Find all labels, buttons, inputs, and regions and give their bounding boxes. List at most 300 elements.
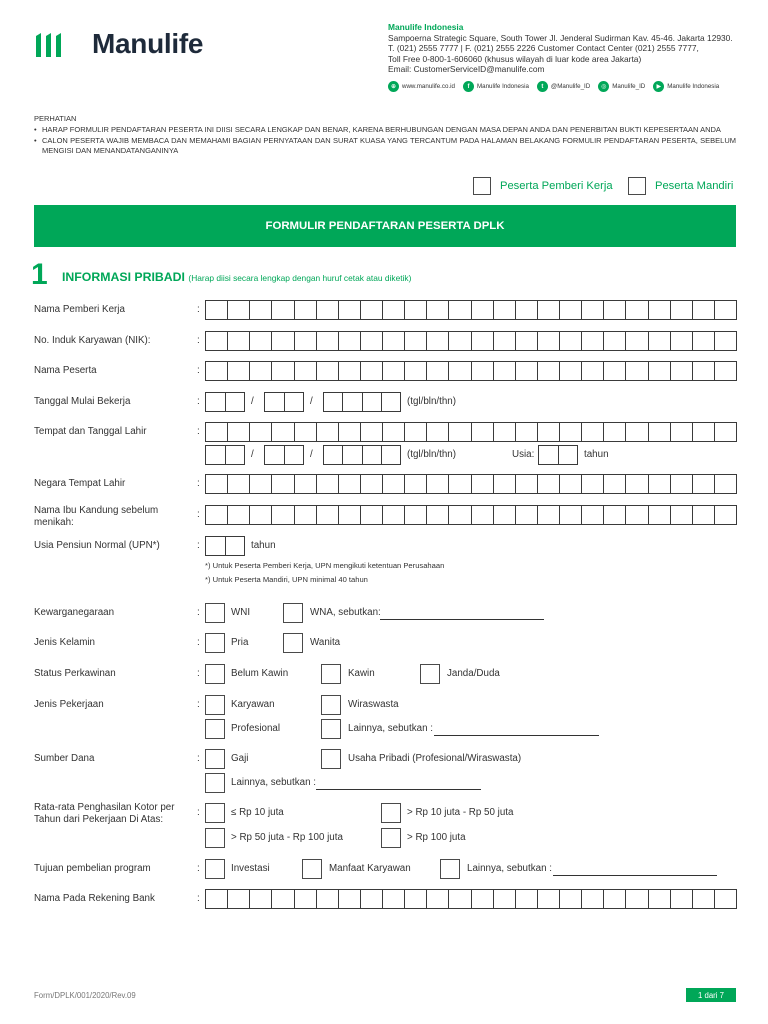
label-bank-name: Nama Pada Rekening Bank: [34, 893, 155, 904]
char-cell[interactable]: [471, 506, 493, 524]
char-cell[interactable]: [625, 475, 647, 493]
fund-specify-line[interactable]: [316, 789, 481, 790]
char-cell[interactable]: [271, 301, 293, 319]
char-cell[interactable]: [426, 362, 448, 380]
char-cell[interactable]: [559, 423, 581, 441]
char-cell[interactable]: [316, 301, 338, 319]
char-cell[interactable]: [338, 423, 360, 441]
option-label: Kawin: [348, 668, 375, 679]
years-label: tahun: [251, 540, 276, 551]
employer-checkbox[interactable]: [473, 177, 491, 195]
char-cell[interactable]: [225, 393, 245, 411]
char-cell[interactable]: [338, 301, 360, 319]
char-cell[interactable]: [581, 332, 603, 350]
char-cell[interactable]: [249, 475, 271, 493]
char-cell[interactable]: [471, 475, 493, 493]
char-cell[interactable]: [670, 506, 692, 524]
label-birth-country: Negara Tempat Lahir: [34, 478, 126, 489]
char-cell[interactable]: [249, 423, 271, 441]
char-cell[interactable]: [360, 301, 382, 319]
char-cell[interactable]: [625, 890, 647, 908]
char-cell[interactable]: [206, 332, 227, 350]
address-line: Sampoerna Strategic Square, South Tower Jl. Jenderal Sudirman Kav. 45-46. Jakarta 12930.: [388, 32, 733, 43]
char-cell[interactable]: [206, 537, 225, 555]
char-cell[interactable]: [581, 362, 603, 380]
char-cell[interactable]: [426, 475, 448, 493]
address-line: Email: CustomerServiceID@manulife.com: [388, 64, 545, 75]
char-cell[interactable]: [294, 362, 316, 380]
char-cell[interactable]: [714, 423, 736, 441]
upn-note: *) Untuk Peserta Mandiri, UPN minimal 40 tahun: [205, 575, 368, 584]
char-cell[interactable]: [670, 890, 692, 908]
section-title-text: INFORMASI PRIBADI: [62, 270, 185, 284]
char-cell[interactable]: [603, 475, 625, 493]
occupation-specify-line[interactable]: [434, 735, 599, 736]
char-cell[interactable]: [324, 446, 342, 464]
char-cell[interactable]: [648, 362, 670, 380]
char-cell[interactable]: [515, 475, 537, 493]
char-cell[interactable]: [625, 301, 647, 319]
char-cell[interactable]: [316, 475, 338, 493]
char-cell[interactable]: [559, 506, 581, 524]
char-cell[interactable]: [227, 301, 249, 319]
char-cell[interactable]: [382, 423, 404, 441]
char-cell[interactable]: [537, 890, 559, 908]
char-cell[interactable]: [382, 475, 404, 493]
social-youtube[interactable]: [653, 81, 719, 92]
char-cell[interactable]: [537, 506, 559, 524]
char-cell[interactable]: [692, 890, 714, 908]
purpose-other-checkbox[interactable]: [440, 859, 460, 879]
char-cell[interactable]: [294, 475, 316, 493]
char-cell[interactable]: [493, 362, 515, 380]
char-cell[interactable]: [249, 506, 271, 524]
manulife-logo-icon: [34, 30, 64, 60]
employee-checkbox[interactable]: [205, 695, 225, 715]
char-cell[interactable]: [448, 890, 470, 908]
option-label: > Rp 100 juta: [407, 832, 466, 843]
char-cell[interactable]: [692, 332, 714, 350]
char-cell[interactable]: [404, 890, 426, 908]
char-cell[interactable]: [493, 475, 515, 493]
char-cell[interactable]: [558, 446, 578, 464]
char-cell[interactable]: [515, 890, 537, 908]
char-cell[interactable]: [648, 890, 670, 908]
label-start-date: Tanggal Mulai Bekerja: [34, 396, 131, 407]
char-cell[interactable]: [426, 506, 448, 524]
age-label: Usia:: [512, 449, 535, 460]
char-cell[interactable]: [448, 423, 470, 441]
char-cell[interactable]: [515, 506, 537, 524]
char-cell[interactable]: [381, 393, 400, 411]
char-cell[interactable]: [603, 423, 625, 441]
char-cell[interactable]: [537, 332, 559, 350]
char-cell[interactable]: [692, 423, 714, 441]
char-cell[interactable]: [342, 446, 361, 464]
char-cell[interactable]: [316, 506, 338, 524]
char-cell[interactable]: [249, 362, 271, 380]
char-cell[interactable]: [227, 506, 249, 524]
married-checkbox[interactable]: [321, 664, 341, 684]
char-cell[interactable]: [581, 475, 603, 493]
char-cell[interactable]: [227, 890, 249, 908]
char-cell[interactable]: [271, 332, 293, 350]
participant-name-grid[interactable]: [205, 361, 737, 381]
option-label: Lainnya, sebutkan :: [467, 863, 552, 874]
date-format-hint: (tgl/bln/thn): [407, 396, 457, 407]
char-cell[interactable]: [670, 332, 692, 350]
char-cell[interactable]: [227, 475, 249, 493]
char-cell[interactable]: [559, 301, 581, 319]
char-cell[interactable]: [471, 362, 493, 380]
instagram-icon: ◎: [598, 81, 609, 92]
char-cell[interactable]: [265, 393, 284, 411]
char-cell[interactable]: [603, 332, 625, 350]
char-cell[interactable]: [338, 332, 360, 350]
notice-title: PERHATIAN: [34, 114, 77, 123]
page-number: 1 dari 7: [686, 988, 736, 1002]
char-cell[interactable]: [471, 423, 493, 441]
wna-checkbox[interactable]: [283, 603, 303, 623]
char-cell[interactable]: [342, 393, 361, 411]
colon: :: [197, 637, 200, 648]
char-cell[interactable]: [294, 301, 316, 319]
char-cell[interactable]: [362, 393, 381, 411]
char-cell[interactable]: [404, 301, 426, 319]
char-cell[interactable]: [648, 475, 670, 493]
char-cell[interactable]: [362, 446, 381, 464]
address-line: Toll Free 0-800-1-606060 (khusus wilayah di luar kode area Jakarta): [388, 53, 642, 64]
section-number: 1: [31, 258, 48, 291]
birth-month-grid[interactable]: [264, 445, 304, 465]
char-cell[interactable]: [581, 423, 603, 441]
char-cell[interactable]: [316, 423, 338, 441]
char-cell[interactable]: [559, 332, 581, 350]
employee-benefit-checkbox[interactable]: [302, 859, 322, 879]
char-cell[interactable]: [714, 362, 736, 380]
char-cell[interactable]: [648, 332, 670, 350]
bullet: •: [34, 135, 37, 145]
female-checkbox[interactable]: [283, 633, 303, 653]
char-cell[interactable]: [271, 475, 293, 493]
char-cell[interactable]: [284, 393, 304, 411]
colon: :: [197, 426, 200, 437]
char-cell[interactable]: [360, 475, 382, 493]
birth-year-grid[interactable]: [323, 445, 401, 465]
char-cell[interactable]: [625, 362, 647, 380]
option-label: Wanita: [310, 637, 341, 648]
char-cell[interactable]: [448, 506, 470, 524]
char-cell[interactable]: [382, 301, 404, 319]
char-cell[interactable]: [382, 890, 404, 908]
char-cell[interactable]: [714, 475, 736, 493]
bank-name-grid[interactable]: [205, 889, 737, 909]
wna-specify-line[interactable]: [380, 619, 544, 620]
company-name: Manulife Indonesia: [388, 22, 464, 32]
char-cell[interactable]: [404, 332, 426, 350]
label-participant-name: Nama Peserta: [34, 365, 97, 376]
facebook-icon: f: [463, 81, 474, 92]
colon: :: [197, 365, 200, 376]
char-cell[interactable]: [338, 362, 360, 380]
char-cell[interactable]: [338, 506, 360, 524]
company-info: [388, 22, 733, 75]
char-cell[interactable]: [537, 475, 559, 493]
social-instagram[interactable]: [598, 81, 645, 92]
purpose-specify-line[interactable]: [553, 875, 717, 876]
birth-day-grid[interactable]: [205, 445, 245, 465]
char-cell[interactable]: [581, 890, 603, 908]
label-purpose: Tujuan pembelian program: [34, 863, 151, 874]
char-cell[interactable]: [471, 890, 493, 908]
char-cell[interactable]: [714, 332, 736, 350]
retirement-age-grid[interactable]: [205, 536, 245, 556]
char-cell[interactable]: [670, 475, 692, 493]
char-cell[interactable]: [206, 362, 227, 380]
char-cell[interactable]: [271, 506, 293, 524]
char-cell[interactable]: [360, 423, 382, 441]
char-cell[interactable]: [338, 475, 360, 493]
char-cell[interactable]: [692, 506, 714, 524]
char-cell[interactable]: [493, 332, 515, 350]
char-cell[interactable]: [249, 890, 271, 908]
char-cell[interactable]: [404, 362, 426, 380]
age-grid[interactable]: [538, 445, 578, 465]
label-birth-place-date: Tempat dan Tanggal Lahir: [34, 426, 147, 437]
label-nik: No. Induk Karyawan (NIK):: [34, 335, 151, 346]
char-cell[interactable]: [206, 506, 227, 524]
char-cell[interactable]: [382, 362, 404, 380]
investment-checkbox[interactable]: [205, 859, 225, 879]
char-cell[interactable]: [381, 446, 400, 464]
char-cell[interactable]: [603, 301, 625, 319]
char-cell[interactable]: [271, 423, 293, 441]
slash: /: [310, 449, 313, 460]
char-cell[interactable]: [426, 890, 448, 908]
char-cell[interactable]: [648, 423, 670, 441]
char-cell[interactable]: [539, 446, 558, 464]
char-cell[interactable]: [581, 301, 603, 319]
char-cell[interactable]: [225, 537, 245, 555]
char-cell[interactable]: [404, 506, 426, 524]
char-cell[interactable]: [648, 301, 670, 319]
char-cell[interactable]: [714, 301, 736, 319]
char-cell[interactable]: [360, 890, 382, 908]
social-website[interactable]: [388, 81, 455, 92]
section-note: (Harap diisi secara lengkap dengan huruf cetak atau diketik): [188, 273, 412, 283]
participant-type-employer[interactable]: [473, 177, 613, 195]
colon: :: [197, 304, 200, 315]
income-1-checkbox[interactable]: [205, 803, 225, 823]
char-cell[interactable]: [206, 446, 225, 464]
char-cell[interactable]: [294, 332, 316, 350]
income-4-checkbox[interactable]: [381, 828, 401, 848]
char-cell[interactable]: [448, 475, 470, 493]
twitter-icon: t: [537, 81, 548, 92]
char-cell[interactable]: [515, 332, 537, 350]
form-title-banner: FORMULIR PENDAFTARAN PESERTA DPLK: [34, 205, 736, 247]
char-cell[interactable]: [493, 301, 515, 319]
char-cell[interactable]: [714, 890, 736, 908]
char-cell[interactable]: [493, 890, 515, 908]
label-gender: Jenis Kelamin: [34, 637, 95, 648]
professional-checkbox[interactable]: [205, 719, 225, 739]
char-cell[interactable]: [404, 423, 426, 441]
social-text: @Manulife_ID: [550, 83, 591, 90]
male-checkbox[interactable]: [205, 633, 225, 653]
globe-icon: ⊕: [388, 81, 399, 92]
char-cell[interactable]: [338, 890, 360, 908]
independent-checkbox[interactable]: [628, 177, 646, 195]
char-cell[interactable]: [625, 332, 647, 350]
salary-checkbox[interactable]: [205, 749, 225, 769]
char-cell[interactable]: [294, 423, 316, 441]
char-cell[interactable]: [225, 446, 245, 464]
char-cell[interactable]: [559, 890, 581, 908]
widowed-checkbox[interactable]: [420, 664, 440, 684]
birth-country-grid[interactable]: [205, 474, 737, 494]
char-cell[interactable]: [648, 506, 670, 524]
char-cell[interactable]: [537, 362, 559, 380]
char-cell[interactable]: [493, 506, 515, 524]
business-checkbox[interactable]: [321, 749, 341, 769]
label-occupation: Jenis Pekerjaan: [34, 699, 104, 710]
char-cell[interactable]: [316, 362, 338, 380]
char-cell[interactable]: [294, 506, 316, 524]
char-cell[interactable]: [227, 423, 249, 441]
char-cell[interactable]: [515, 301, 537, 319]
char-cell[interactable]: [448, 362, 470, 380]
char-cell[interactable]: [471, 301, 493, 319]
char-cell[interactable]: [271, 890, 293, 908]
char-cell[interactable]: [426, 301, 448, 319]
address-line: T. (021) 2555 7777 | F. (021) 2555 2226 Customer Contact Center (021) 2555 7777,: [388, 43, 699, 54]
entrepreneur-checkbox[interactable]: [321, 695, 341, 715]
char-cell[interactable]: [271, 362, 293, 380]
char-cell[interactable]: [404, 475, 426, 493]
char-cell[interactable]: [206, 301, 227, 319]
bullet: •: [34, 124, 37, 134]
char-cell[interactable]: [316, 332, 338, 350]
label-marital: Status Perkawinan: [34, 668, 116, 679]
option-label: Peserta Pemberi Kerja: [500, 180, 613, 192]
start-month-grid[interactable]: [264, 392, 304, 412]
char-cell[interactable]: [448, 332, 470, 350]
char-cell[interactable]: [206, 423, 227, 441]
char-cell[interactable]: [360, 362, 382, 380]
char-cell[interactable]: [324, 393, 342, 411]
social-facebook[interactable]: [463, 81, 529, 92]
char-cell[interactable]: [625, 423, 647, 441]
option-label: Peserta Mandiri: [655, 180, 734, 192]
char-cell[interactable]: [360, 332, 382, 350]
fund-other-checkbox[interactable]: [205, 773, 225, 793]
char-cell[interactable]: [692, 362, 714, 380]
char-cell[interactable]: [603, 362, 625, 380]
char-cell[interactable]: [559, 475, 581, 493]
char-cell[interactable]: [515, 362, 537, 380]
char-cell[interactable]: [227, 362, 249, 380]
single-checkbox[interactable]: [205, 664, 225, 684]
label-fund-source: Sumber Dana: [34, 753, 95, 764]
char-cell[interactable]: [559, 362, 581, 380]
upn-note: *) Untuk Peserta Pemberi Kerja, UPN mengikuti ketentuan Perusahaan: [205, 561, 445, 570]
char-cell[interactable]: [382, 506, 404, 524]
char-cell[interactable]: [426, 423, 448, 441]
start-year-grid[interactable]: [323, 392, 401, 412]
label-retirement-age: Usia Pensiun Normal (UPN*): [34, 540, 160, 551]
char-cell[interactable]: [448, 301, 470, 319]
mother-name-grid[interactable]: [205, 505, 737, 525]
char-cell[interactable]: [581, 506, 603, 524]
participant-type-independent[interactable]: [628, 177, 733, 195]
birth-place-grid[interactable]: [205, 422, 737, 442]
char-cell[interactable]: [493, 423, 515, 441]
option-label: Profesional: [231, 723, 281, 734]
slash: /: [251, 396, 254, 407]
char-cell[interactable]: [249, 332, 271, 350]
social-twitter[interactable]: [537, 81, 590, 92]
notice-bullet: [34, 125, 736, 136]
char-cell[interactable]: [360, 506, 382, 524]
option-label: Karyawan: [231, 699, 275, 710]
label-employer-name: Nama Pemberi Kerja: [34, 304, 125, 315]
option-label: Usaha Pribadi (Profesional/Wiraswasta): [348, 753, 522, 764]
char-cell[interactable]: [206, 475, 227, 493]
char-cell[interactable]: [714, 506, 736, 524]
char-cell[interactable]: [284, 446, 304, 464]
option-label: > Rp 10 juta - Rp 50 juta: [407, 807, 514, 818]
char-cell[interactable]: [603, 506, 625, 524]
char-cell[interactable]: [670, 301, 692, 319]
char-cell[interactable]: [471, 332, 493, 350]
option-label: Janda/Duda: [447, 668, 500, 679]
nik-grid[interactable]: [205, 331, 737, 351]
youtube-icon: ▶: [653, 81, 664, 92]
char-cell[interactable]: [692, 475, 714, 493]
wni-checkbox[interactable]: [205, 603, 225, 623]
char-cell[interactable]: [537, 301, 559, 319]
slash: /: [310, 396, 313, 407]
slash: /: [251, 449, 254, 460]
char-cell[interactable]: [249, 301, 271, 319]
option-label: WNA, sebutkan:: [310, 607, 381, 618]
char-cell[interactable]: [206, 393, 225, 411]
start-day-grid[interactable]: [205, 392, 245, 412]
char-cell[interactable]: [382, 332, 404, 350]
char-cell[interactable]: [227, 332, 249, 350]
char-cell[interactable]: [265, 446, 284, 464]
char-cell[interactable]: [670, 423, 692, 441]
char-cell[interactable]: [670, 362, 692, 380]
char-cell[interactable]: [625, 506, 647, 524]
option-label: Belum Kawin: [231, 668, 289, 679]
income-2-checkbox[interactable]: [381, 803, 401, 823]
char-cell[interactable]: [316, 890, 338, 908]
char-cell[interactable]: [537, 423, 559, 441]
char-cell[interactable]: [515, 423, 537, 441]
brand-name: Manulife: [92, 28, 204, 59]
char-cell[interactable]: [294, 890, 316, 908]
employer-name-grid[interactable]: [205, 300, 737, 320]
char-cell[interactable]: [692, 301, 714, 319]
char-cell[interactable]: [426, 332, 448, 350]
occupation-other-checkbox[interactable]: [321, 719, 341, 739]
income-3-checkbox[interactable]: [205, 828, 225, 848]
option-label: Gaji: [231, 753, 249, 764]
char-cell[interactable]: [603, 890, 625, 908]
char-cell[interactable]: [206, 890, 227, 908]
